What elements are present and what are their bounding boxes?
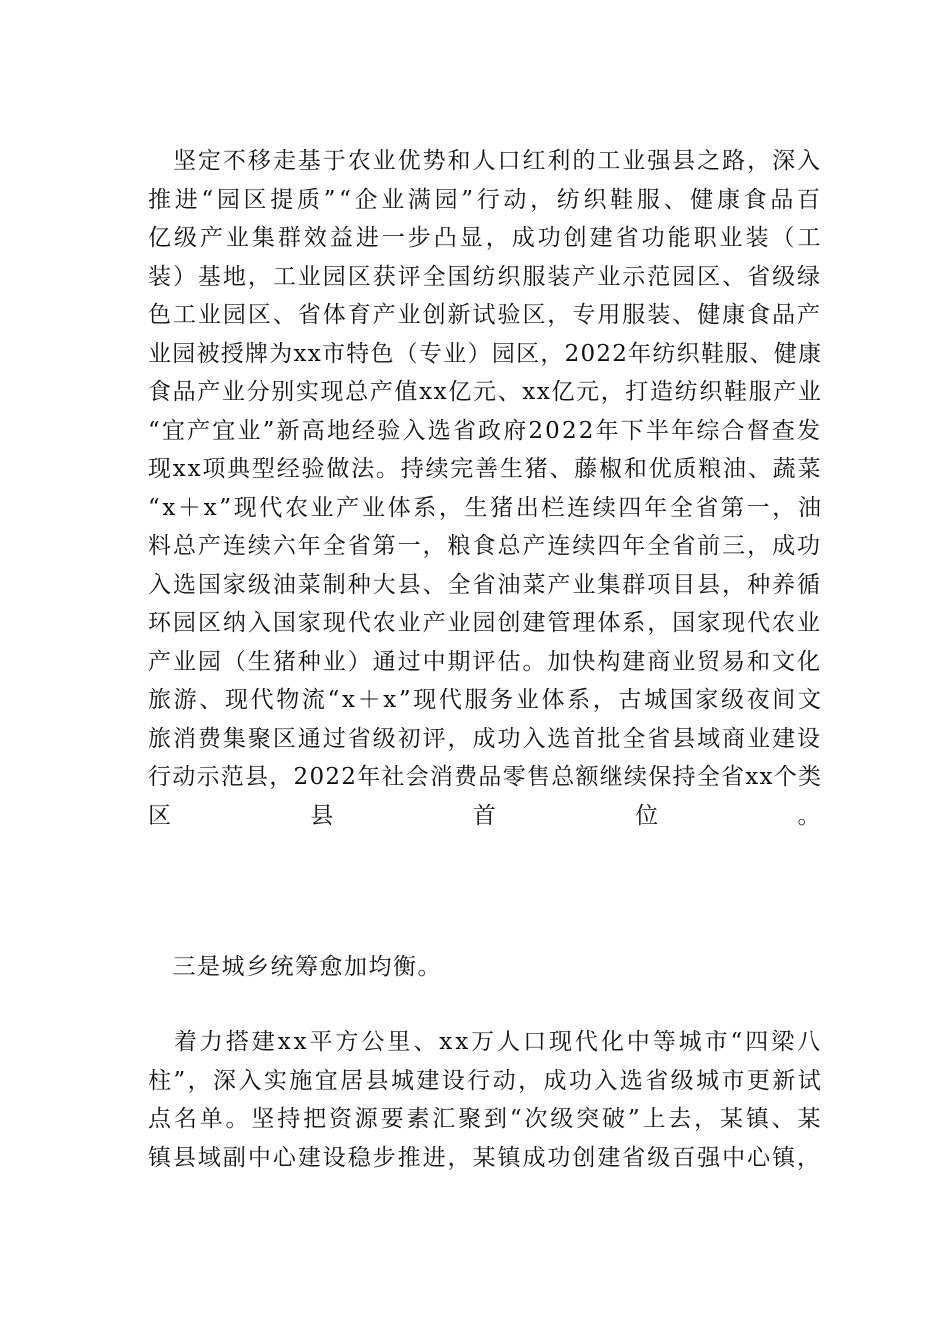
text-line: 点名单。坚持把资源要素汇聚到“次级突破”上去，某镇、某 — [148, 1106, 824, 1132]
text-line: 食品产业分别实现总产值xx亿元、xx亿元，打造纺织鞋服产业 — [148, 379, 823, 405]
text-line: 产业园（生猪种业）通过中期评估。加快构建商业贸易和文化 — [148, 648, 822, 675]
text-line: 业园被授牌为xx市特色（专业）园区，2022年纺织鞋服、健康 — [148, 340, 823, 367]
paragraph-urban-rural — [148, 1023, 822, 1177]
text-line: 旅消费集聚区通过省级初评，成功入选首批全省县域商业建设 — [148, 725, 822, 752]
text-line: 亿级产业集群效益进一步凸显，成功创建省功能职业装（工 — [148, 225, 824, 251]
text-line: 色工业园区、省体育产业创新试验区，专用服装、健康食品产 — [148, 302, 822, 328]
text-line: 着力搭建xx平方公里、xx万人口现代化中等城市“四梁八 — [148, 1029, 824, 1055]
paragraph-industry — [148, 142, 822, 835]
text-line: 装）基地，工业园区获评全国纺织服装产业示范园区、省级绿 — [148, 263, 822, 290]
text-line: 行动示范县，2022年社会消费品零售总额继续保持全省xx个类 — [148, 764, 823, 790]
text-line: 坚定不移走基于农业优势和人口红利的工业强县之路，深入 — [148, 148, 822, 174]
text-line: “宜产宜业”新高地经验入选省政府2022年下半年综合督查发 — [148, 417, 823, 444]
text-line: 料总产连续六年全省第一，粮食总产连续四年全省前三，成功 — [148, 533, 822, 559]
text-line: “x＋x”现代农业产业体系，生猪出栏连续四年全省第一，油 — [148, 494, 824, 521]
text-line: 环园区纳入国家现代农业产业园创建管理体系，国家现代农业 — [148, 610, 822, 636]
text-line: 镇县域副中心建设稳步推进，某镇成功创建省级百强中心镇， — [148, 1144, 822, 1171]
text-line: 推进“园区提质”“企业满园”行动，纺织鞋服、健康食品百 — [148, 186, 824, 213]
text-line: 柱”，深入实施宜居县城建设行动，成功入选省级城市更新试 — [148, 1067, 824, 1094]
section-heading: 三是城乡统筹愈加均衡。 — [148, 954, 442, 980]
text-line: 区县首位。 — [148, 802, 822, 829]
text-line: 现xx项典型经验做法。持续完善生猪、藤椒和优质粮油、蔬菜 — [148, 456, 823, 482]
text-line: 旅游、现代物流“x＋x”现代服务业体系，古城国家级夜间文 — [148, 687, 824, 713]
text-line: 入选国家级油菜制种大县、全省油菜产业集群项目县，种养循 — [148, 571, 822, 598]
